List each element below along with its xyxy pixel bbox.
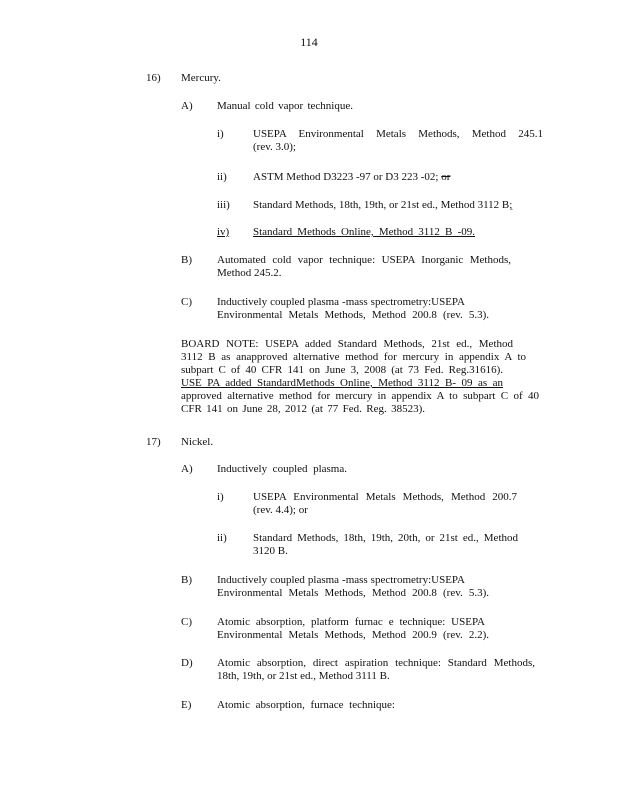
inserted-note-line: USE PA added StandardMethods Online, Method 3112 B- 09 as an [181, 377, 503, 389]
section-number: 17) [146, 436, 161, 448]
subsection-text: Inductively coupled plasma -mass spectrometry:USEPA Environmental Metals Methods, Method 200.8 (rev. 5.3). [217, 296, 489, 321]
struck-text: or [441, 171, 451, 183]
subsection-letter: A) [181, 463, 193, 475]
subsection-text: Inductively coupled plasma -mass spectrometry:USEPA Environmental Metals Methods, Method 200.8 (rev. 5.3). [217, 574, 489, 599]
item-number: i) [217, 491, 224, 503]
item-text: Standard Methods, 18th, 19th, 20th, or 21st ed., Method 3120 B. [253, 532, 518, 557]
item-number-inserted: iv) [217, 226, 230, 238]
subsection-letter: B) [181, 254, 192, 266]
subsection-letter: C) [181, 616, 192, 628]
item-number: ii) [217, 171, 227, 183]
item-text-inserted: Standard Methods Online, Method 3112 B -09. [253, 226, 475, 238]
subsection-letter: B) [181, 574, 192, 586]
item-number: i) [217, 128, 224, 140]
item-number: ii) [217, 532, 227, 544]
subsection-letter: C) [181, 296, 192, 308]
subsection-text: Manual cold vapor technique. [217, 100, 353, 112]
page-number: 114 [300, 35, 318, 49]
inserted-text: ; [509, 199, 513, 211]
subsection-letter: E) [181, 699, 192, 711]
subsection-text: Inductively coupled plasma. [217, 463, 347, 475]
section-number: 16) [146, 72, 161, 84]
item-text: Standard Methods, 18th, 19th, or 21st ed., Method 3112 B; [253, 199, 513, 211]
subsection-text: Atomic absorption, furnace technique: [217, 699, 395, 711]
subsection-letter: A) [181, 100, 193, 112]
board-note: BOARD NOTE: USEPA added Standard Methods, 21st ed., Method 3112 B as anapproved alternative method for mercury in appendix A to subpart C of 40 CFR 141 on June 3, 2008 (at 73 Fed. Reg.31616). USE PA added StandardMethods Online, Method 3112 B- 09 as an approved alternative method for mercury in appendix A to subpart C of 40 CFR 141 on June 28, 2012 (at 77 Fed. Reg. 38523). [181, 338, 539, 415]
section-title: Nickel. [181, 436, 214, 448]
item-number: iii) [217, 199, 230, 211]
subsection-text: Automated cold vapor technique: USEPA Inorganic Methods, Method 245.2. [217, 254, 511, 279]
item-text: USEPA Environmental Metals Methods, Method 200.7 (rev. 4.4); or [253, 491, 517, 516]
section-title: Mercury. [181, 72, 221, 84]
item-text: ASTM Method D3223 -97 or D3 223 -02; or [253, 171, 451, 183]
subsection-text: Atomic absorption, platform furnac e technique: USEPA Environmental Metals Methods, Method 200.9 (rev. 2.2). [217, 616, 489, 641]
subsection-text: Atomic absorption, direct aspiration technique: Standard Methods, 18th, 19th, or 21st ed., Method 3111 B. [217, 657, 535, 682]
item-text: USEPA Environmental Metals Methods, Method 245.1 (rev. 3.0); [253, 128, 543, 153]
subsection-letter: D) [181, 657, 193, 669]
